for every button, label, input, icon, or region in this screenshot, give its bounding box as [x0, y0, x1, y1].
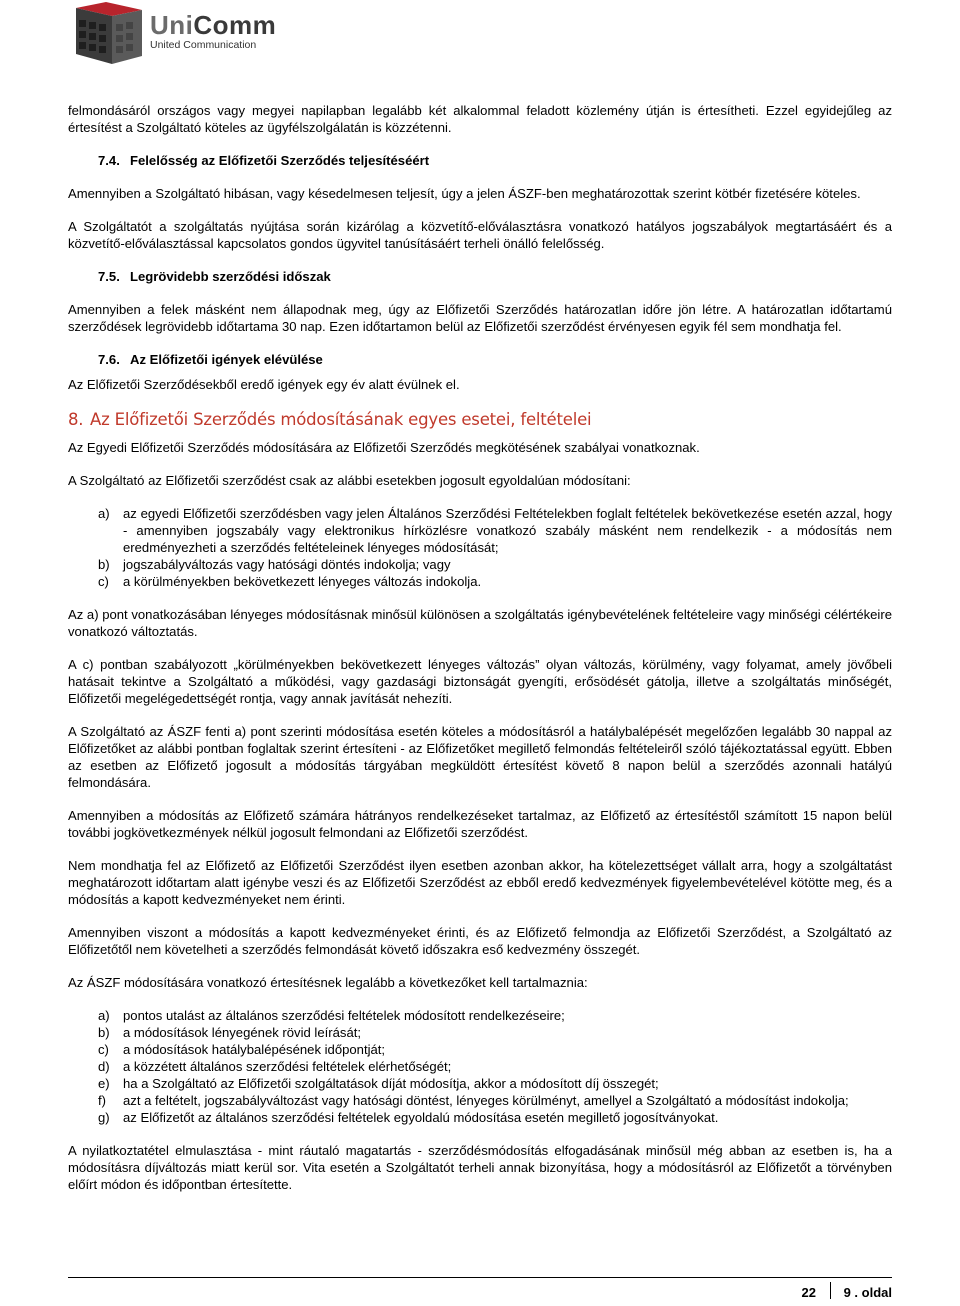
section-heading-7-6 [98, 351, 892, 368]
page-number: 22 [801, 1285, 816, 1300]
paragraph-8: Az a) pont vonatkozásában lényeges módosításnak minősül különösen a szolgáltatás igénybevételének feltételeire vagy minőségi célértékeire vonatkozó változtatás. [68, 607, 892, 639]
list-text: az egyedi Előfizetői szerződésben vagy jelen Általános Szerződési Feltételekben foglalt feltételek bekövetkezése esetén azzal, hogy - amennyiben jogszabály vagy elektronikus hírközlésre vonatkozó szabály másként nem rendelkezik - a módosítás nem eredményezheti a szerződés feltételeinek lényeges módosítását; [123, 506, 892, 555]
list-label: f) [98, 1093, 106, 1108]
list-label: e) [98, 1076, 110, 1091]
chapter-title: Az Előfizetői Szerződés módosításának egyes esetei, feltételei [90, 410, 592, 429]
list-text: az Előfizetőt az általános szerződési feltételek egyoldalú módosítása esetén megillető jogosítványokat. [123, 1110, 719, 1125]
modification-cases-list [68, 505, 892, 590]
paragraph-4: Amennyiben a felek másként nem állapodnak meg, úgy az Előfizetői Szerződés határozatlan időre jön létre. A határozatlan időtartamú szerződések legrövidebb időtartama 30 nap. Ezen időtartamon belül az Előfizetői szerződést érvényesen egyik fél sem mondhatja fel. [68, 302, 892, 334]
list-text: a módosítások hatálybalépésének időpontját; [123, 1042, 386, 1057]
paragraph-14: Az ÁSZF módosítására vonatkozó értesítésnek legalább a következőket kell tartalmaznia: [68, 975, 588, 990]
logo-subtitle: United Communication [150, 39, 257, 51]
list-item [68, 1109, 892, 1126]
list-item [68, 556, 892, 573]
chapter-number: 8. [68, 410, 84, 429]
document-body [68, 102, 892, 1193]
list-item [68, 1058, 892, 1075]
logo-name-part-b: Comm [193, 10, 277, 40]
list-item [68, 1007, 892, 1024]
list-label: c) [98, 1042, 109, 1057]
logo-name-part-a: Uni [150, 10, 194, 40]
paragraph-2: Amennyiben a Szolgáltató hibásan, vagy késedelmesen teljesít, úgy a jelen ÁSZF-ben meghatározottak szerint kötbér fizetésére köteles. [68, 186, 861, 201]
paragraph-5: Az Előfizetői Szerződésekből eredő igények egy év alatt évülnek el. [68, 377, 460, 392]
section-title: Felelősség az Előfizetői Szerződés teljesítéséért [130, 153, 430, 168]
paragraph-1: felmondásáról országos vagy megyei napilapban legalább két alkalommal feladott közlemény útján is értesítheti. Ezzel egyidejűleg az értesítést a Szolgáltató köteles az ügyfélszolgálatán is közzétenni. [68, 103, 892, 135]
list-text: pontos utalást az általános szerződési feltételek módosított rendelkezéseire; [123, 1008, 565, 1023]
paragraph-3: A Szolgáltatót a szolgáltatás nyújtása során kizárólag a közvetítő-előválasztásra vonatkozó hatályos jogszabályok megtartásáért és a közvetítő-előválasztással kapcsolatos gondos ügyvitel tanúsításáért terheli önálló felelősség. [68, 219, 892, 251]
section-heading-7-4 [98, 152, 892, 169]
list-text: ha a Szolgáltató az Előfizetői szolgáltatások díját módosítja, akkor a módosított díj összegét; [123, 1076, 659, 1091]
list-label: b) [98, 1025, 110, 1040]
logo-name [150, 12, 276, 38]
list-item [68, 505, 892, 556]
chapter-heading-8 [68, 409, 892, 431]
section-title: Az Előfizetői igények elévülése [130, 352, 323, 367]
paragraph-12: Nem mondhatja fel az Előfizető az Előfizetői Szerződést ilyen esetben azonban akkor, ha kötelezettséget vállalt arra, hogy a szolgáltatást meghatározott időtartam alatt igénybe veszi és az Előfizetői Szerződést az ebből eredő kedvezmények figyelembevételével kötötte meg, és a módosítás a kapott kedvezményeket nem érinti. [68, 858, 892, 907]
section-number: 7.6. [98, 352, 120, 367]
list-item [68, 1041, 892, 1058]
list-text: jogszabályváltozás vagy hatósági döntés indokolja; vagy [123, 557, 451, 572]
paragraph-9: A c) pontban szabályozott „körülményekben bekövetkezett lényeges változás” olyan változás, körülmény, vagy folyamat, amely jövőbeli hatásait tekintve a Szolgáltató a működési, vagy gazdasági biztonságát gyengíti, erősödését gátolja, illetve a szolgáltatás minőségét, Előfizetői megelégedettségét rontja, vagy annak javítását nehezíti. [68, 657, 892, 706]
paragraph-15: A nyilatkoztatétel elmulasztása - mint ráutaló magatartás - szerződésmódosítás elfogadásának minősül még abban az esetben is, ha a módosításra díjváltozás miatt kerül sor. Vita esetén a Szolgáltatót terheli annak bizonyítása, hogy a módosításról az Előfizetőt a törvényben előírt módon és időpontban értesítette. [68, 1143, 892, 1192]
list-label: a) [98, 506, 110, 521]
paragraph-11: Amennyiben a módosítás az Előfizető számára hátrányos rendelkezéseket tartalmaz, az Előfizető az értesítéstől számított 15 napon belül további jogkövetkezmények nélkül jogosult felmondani az Előfizetői szerződést. [68, 808, 892, 840]
list-label: d) [98, 1059, 110, 1074]
paragraph-7: A Szolgáltató az Előfizetői szerződést csak az alábbi esetekben jogosult egyoldalúan módosítani: [68, 473, 631, 488]
header [72, 2, 282, 64]
page-label: 9 . oldal [843, 1285, 892, 1300]
page-footer [68, 1277, 892, 1306]
footer-divider [830, 1282, 831, 1299]
list-label: a) [98, 1008, 110, 1023]
notification-contents-list [68, 1007, 892, 1126]
section-title: Legrövidebb szerződési időszak [130, 269, 331, 284]
list-label: c) [98, 574, 109, 589]
logo-text [150, 12, 276, 51]
list-text: azt a feltételt, jogszabályváltozást vagy hatósági döntést, lényeges körülményt, amellyel a Szolgáltató a módosítást indokolja; [123, 1093, 849, 1108]
list-item [68, 1075, 892, 1092]
section-heading-7-5 [98, 268, 892, 285]
paragraph-13: Amennyiben viszont a módosítás a kapott kedvezményeket érinti, és az Előfizető felmondja az Előfizetői Szerződést, a Szolgáltató az Előfizetőtől nem követelheti a szerződés felmondását követő időszakra eső kedvezmény összegét. [68, 925, 892, 957]
list-item [68, 573, 892, 590]
list-label: b) [98, 557, 110, 572]
list-item [68, 1024, 892, 1041]
logo-cube-icon [72, 2, 148, 66]
paragraph-10: A Szolgáltató az ÁSZF fenti a) pont szerinti módosítása esetén köteles a módosításról a hatálybalépését megelőzően legalább 30 nappal az Előfizetőket az alábbi pontban foglaltak szerint értesíteni - az Előfizetőket megillető felmondás feltételeiről szóló tájékoztatással együtt. Ebben az esetben az Előfizető jogosult a módosítás tárgyában megküldött értesítést követő 8 napon belül a szerződés azonnali hatályú felmondására. [68, 724, 892, 790]
paragraph-6: Az Egyedi Előfizetői Szerződés módosítására az Előfizetői Szerződés megkötésének szabályai vonatkoznak. [68, 440, 700, 455]
list-text: a módosítások lényegének rövid leírását; [123, 1025, 362, 1040]
section-number: 7.4. [98, 153, 120, 168]
list-label: g) [98, 1110, 110, 1125]
list-text: a közzétett általános szerződési feltételek elérhetőségét; [123, 1059, 452, 1074]
list-text: a körülményekben bekövetkezett lényeges változás indokolja. [123, 574, 482, 589]
section-number: 7.5. [98, 269, 120, 284]
list-item [68, 1092, 892, 1109]
